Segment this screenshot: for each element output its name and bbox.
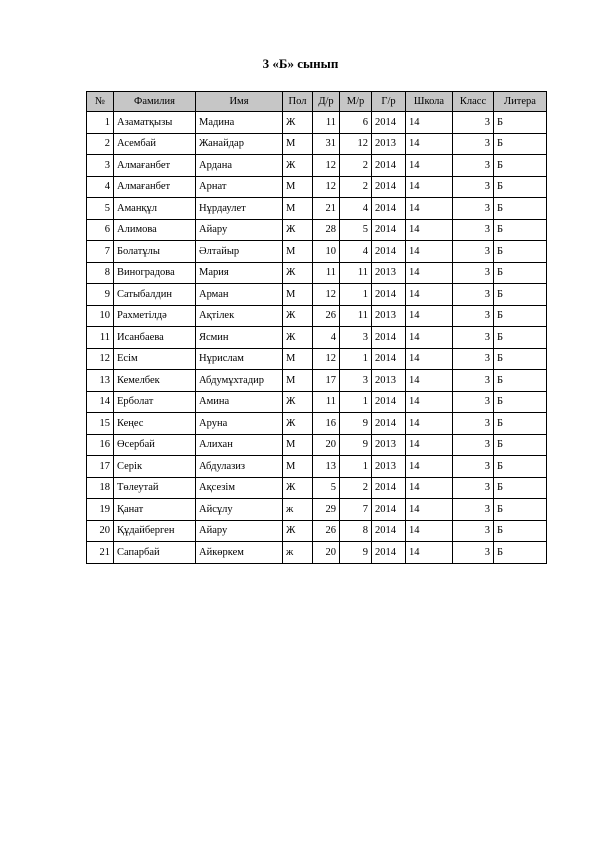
page-title: 3 «Б» сынып (262, 56, 339, 71)
cell-birth-month: 7 (340, 499, 372, 521)
cell-birth-year: 2014 (372, 241, 406, 263)
cell-birth-day: 4 (313, 327, 340, 349)
cell-class: 3 (453, 477, 494, 499)
cell-class: 3 (453, 284, 494, 306)
cell-surname: Исанбаева (114, 327, 196, 349)
cell-school: 14 (406, 520, 453, 542)
cell-name: Айару (196, 219, 283, 241)
cell-birth-day: 13 (313, 456, 340, 478)
cell-letter: Б (494, 542, 547, 564)
cell-birth-month: 12 (340, 133, 372, 155)
cell-letter: Б (494, 262, 547, 284)
cell-birth-month: 4 (340, 198, 372, 220)
cell-birth-month: 9 (340, 434, 372, 456)
cell-birth-year: 2013 (372, 305, 406, 327)
cell-birth-day: 26 (313, 305, 340, 327)
cell-birth-year: 2014 (372, 391, 406, 413)
cell-school: 14 (406, 155, 453, 177)
cell-birth-day: 16 (313, 413, 340, 435)
cell-name: Арнат (196, 176, 283, 198)
cell-birth-year: 2013 (372, 370, 406, 392)
cell-name: Мария (196, 262, 283, 284)
cell-birth-month: 1 (340, 391, 372, 413)
cell-birth-day: 26 (313, 520, 340, 542)
cell-surname: Асембай (114, 133, 196, 155)
cell-birth-month: 8 (340, 520, 372, 542)
cell-school: 14 (406, 499, 453, 521)
cell-letter: Б (494, 413, 547, 435)
cell-birth-month: 2 (340, 155, 372, 177)
cell-number: 6 (87, 219, 114, 241)
cell-birth-year: 2014 (372, 112, 406, 134)
cell-surname: Кеңес (114, 413, 196, 435)
cell-number: 7 (87, 241, 114, 263)
cell-birth-day: 12 (313, 348, 340, 370)
cell-letter: Б (494, 477, 547, 499)
cell-surname: Алимова (114, 219, 196, 241)
cell-class: 3 (453, 176, 494, 198)
cell-school: 14 (406, 370, 453, 392)
cell-birth-year: 2014 (372, 348, 406, 370)
cell-name: Абдумұхтадир (196, 370, 283, 392)
cell-gender: Ж (283, 520, 313, 542)
cell-name: Ақтілек (196, 305, 283, 327)
column-header-gender: Пол (283, 92, 313, 112)
cell-name: Нұрислам (196, 348, 283, 370)
cell-school: 14 (406, 219, 453, 241)
cell-class: 3 (453, 370, 494, 392)
cell-class: 3 (453, 262, 494, 284)
cell-birth-month: 2 (340, 176, 372, 198)
table-row (87, 348, 547, 370)
table-row (87, 327, 547, 349)
cell-gender: ж (283, 542, 313, 564)
column-header-birth-day: Д/р (313, 92, 340, 112)
cell-school: 14 (406, 542, 453, 564)
cell-birth-day: 17 (313, 370, 340, 392)
cell-birth-day: 12 (313, 284, 340, 306)
table-row (87, 284, 547, 306)
cell-gender: М (283, 348, 313, 370)
column-header-school: Школа (406, 92, 453, 112)
cell-birth-year: 2014 (372, 155, 406, 177)
cell-surname: Серік (114, 456, 196, 478)
cell-surname: Аманқұл (114, 198, 196, 220)
cell-birth-day: 11 (313, 262, 340, 284)
cell-number: 17 (87, 456, 114, 478)
cell-school: 14 (406, 112, 453, 134)
cell-surname: Кемелбек (114, 370, 196, 392)
cell-birth-year: 2013 (372, 434, 406, 456)
cell-class: 3 (453, 241, 494, 263)
cell-school: 14 (406, 348, 453, 370)
cell-number: 2 (87, 133, 114, 155)
cell-birth-year: 2014 (372, 284, 406, 306)
cell-number: 20 (87, 520, 114, 542)
table-row (87, 434, 547, 456)
cell-number: 16 (87, 434, 114, 456)
cell-birth-year: 2014 (372, 542, 406, 564)
cell-gender: Ж (283, 327, 313, 349)
table-row (87, 391, 547, 413)
cell-letter: Б (494, 198, 547, 220)
cell-birth-month: 2 (340, 477, 372, 499)
cell-number: 13 (87, 370, 114, 392)
cell-surname: Рахметілдә (114, 305, 196, 327)
cell-name: Айкөркем (196, 542, 283, 564)
cell-class: 3 (453, 327, 494, 349)
cell-gender: М (283, 434, 313, 456)
cell-school: 14 (406, 241, 453, 263)
cell-gender: М (283, 456, 313, 478)
table-row (87, 262, 547, 284)
table-row (87, 112, 547, 134)
cell-gender: Ж (283, 391, 313, 413)
cell-class: 3 (453, 219, 494, 241)
cell-surname: Болатұлы (114, 241, 196, 263)
cell-letter: Б (494, 391, 547, 413)
cell-number: 5 (87, 198, 114, 220)
cell-surname: Сапарбай (114, 542, 196, 564)
cell-surname: Өсербай (114, 434, 196, 456)
cell-letter: Б (494, 456, 547, 478)
cell-birth-day: 31 (313, 133, 340, 155)
cell-birth-year: 2013 (372, 262, 406, 284)
table-row (87, 305, 547, 327)
cell-name: Ардана (196, 155, 283, 177)
cell-name: Айсұлу (196, 499, 283, 521)
cell-surname: Құдайберген (114, 520, 196, 542)
cell-birth-year: 2014 (372, 327, 406, 349)
table-row (87, 133, 547, 155)
cell-birth-month: 3 (340, 370, 372, 392)
cell-letter: Б (494, 434, 547, 456)
cell-class: 3 (453, 391, 494, 413)
cell-birth-year: 2014 (372, 499, 406, 521)
cell-surname: Есім (114, 348, 196, 370)
cell-gender: Ж (283, 112, 313, 134)
cell-school: 14 (406, 262, 453, 284)
cell-number: 4 (87, 176, 114, 198)
cell-school: 14 (406, 413, 453, 435)
cell-gender: М (283, 370, 313, 392)
cell-birth-year: 2014 (372, 413, 406, 435)
cell-gender: Ж (283, 305, 313, 327)
cell-class: 3 (453, 456, 494, 478)
cell-surname: Азаматқызы (114, 112, 196, 134)
table-row (87, 413, 547, 435)
cell-letter: Б (494, 370, 547, 392)
cell-birth-year: 2013 (372, 456, 406, 478)
cell-name: Абдулазиз (196, 456, 283, 478)
cell-birth-month: 3 (340, 327, 372, 349)
cell-birth-day: 11 (313, 391, 340, 413)
cell-birth-day: 20 (313, 434, 340, 456)
cell-letter: Б (494, 112, 547, 134)
table-header-row (87, 92, 547, 112)
cell-letter: Б (494, 219, 547, 241)
cell-number: 12 (87, 348, 114, 370)
cell-surname: Төлеутай (114, 477, 196, 499)
cell-birth-day: 12 (313, 176, 340, 198)
cell-school: 14 (406, 305, 453, 327)
cell-birth-month: 4 (340, 241, 372, 263)
cell-birth-year: 2013 (372, 133, 406, 155)
cell-class: 3 (453, 155, 494, 177)
cell-letter: Б (494, 155, 547, 177)
column-header-surname: Фамилия (114, 92, 196, 112)
cell-number: 14 (87, 391, 114, 413)
cell-letter: Б (494, 348, 547, 370)
cell-school: 14 (406, 198, 453, 220)
cell-name: Нұрдаулет (196, 198, 283, 220)
cell-surname: Сатыбалдин (114, 284, 196, 306)
cell-gender: М (283, 133, 313, 155)
cell-school: 14 (406, 327, 453, 349)
student-table (86, 91, 547, 564)
cell-name: Ясмин (196, 327, 283, 349)
cell-number: 3 (87, 155, 114, 177)
cell-letter: Б (494, 520, 547, 542)
cell-birth-year: 2014 (372, 198, 406, 220)
cell-birth-day: 20 (313, 542, 340, 564)
cell-birth-month: 9 (340, 542, 372, 564)
table-row (87, 520, 547, 542)
cell-surname: Қанат (114, 499, 196, 521)
cell-school: 14 (406, 176, 453, 198)
cell-letter: Б (494, 241, 547, 263)
cell-number: 15 (87, 413, 114, 435)
table-row (87, 456, 547, 478)
column-header-number: № (87, 92, 114, 112)
cell-letter: Б (494, 499, 547, 521)
table-row (87, 176, 547, 198)
cell-birth-day: 12 (313, 155, 340, 177)
cell-name: Аруна (196, 413, 283, 435)
table-row (87, 477, 547, 499)
table-row (87, 155, 547, 177)
cell-gender: ж (283, 499, 313, 521)
cell-class: 3 (453, 499, 494, 521)
cell-class: 3 (453, 112, 494, 134)
cell-gender: Ж (283, 262, 313, 284)
table-row (87, 370, 547, 392)
column-header-birth-month: М/р (340, 92, 372, 112)
column-header-letter: Литера (494, 92, 547, 112)
cell-surname: Виноградова (114, 262, 196, 284)
cell-class: 3 (453, 348, 494, 370)
cell-name: Амина (196, 391, 283, 413)
cell-gender: Ж (283, 219, 313, 241)
cell-name: Алихан (196, 434, 283, 456)
cell-letter: Б (494, 327, 547, 349)
cell-number: 18 (87, 477, 114, 499)
cell-birth-month: 1 (340, 284, 372, 306)
column-header-name: Имя (196, 92, 283, 112)
cell-gender: М (283, 241, 313, 263)
cell-letter: Б (494, 284, 547, 306)
cell-school: 14 (406, 133, 453, 155)
cell-birth-year: 2014 (372, 219, 406, 241)
cell-number: 9 (87, 284, 114, 306)
table-row (87, 499, 547, 521)
cell-birth-year: 2014 (372, 520, 406, 542)
cell-class: 3 (453, 305, 494, 327)
cell-school: 14 (406, 284, 453, 306)
cell-class: 3 (453, 520, 494, 542)
cell-gender: Ж (283, 413, 313, 435)
cell-birth-month: 1 (340, 348, 372, 370)
cell-surname: Алмағанбет (114, 176, 196, 198)
cell-birth-day: 5 (313, 477, 340, 499)
cell-letter: Б (494, 133, 547, 155)
cell-number: 11 (87, 327, 114, 349)
column-header-class: Класс (453, 92, 494, 112)
cell-name: Әлтайыр (196, 241, 283, 263)
table-row (87, 198, 547, 220)
table-row (87, 241, 547, 263)
cell-class: 3 (453, 413, 494, 435)
cell-letter: Б (494, 305, 547, 327)
cell-gender: М (283, 176, 313, 198)
cell-birth-day: 28 (313, 219, 340, 241)
cell-number: 10 (87, 305, 114, 327)
cell-class: 3 (453, 542, 494, 564)
cell-number: 8 (87, 262, 114, 284)
cell-letter: Б (494, 176, 547, 198)
table-row (87, 542, 547, 564)
cell-school: 14 (406, 477, 453, 499)
cell-school: 14 (406, 391, 453, 413)
cell-birth-day: 21 (313, 198, 340, 220)
cell-birth-month: 6 (340, 112, 372, 134)
cell-class: 3 (453, 434, 494, 456)
cell-number: 1 (87, 112, 114, 134)
cell-birth-month: 5 (340, 219, 372, 241)
cell-name: Жанайдар (196, 133, 283, 155)
cell-birth-month: 9 (340, 413, 372, 435)
cell-class: 3 (453, 198, 494, 220)
cell-birth-month: 1 (340, 456, 372, 478)
cell-surname: Ерболат (114, 391, 196, 413)
cell-number: 21 (87, 542, 114, 564)
cell-birth-day: 10 (313, 241, 340, 263)
cell-school: 14 (406, 434, 453, 456)
cell-gender: М (283, 284, 313, 306)
cell-school: 14 (406, 456, 453, 478)
cell-birth-year: 2014 (372, 477, 406, 499)
cell-name: Ақсезім (196, 477, 283, 499)
cell-gender: Ж (283, 477, 313, 499)
column-header-birth-year: Г/р (372, 92, 406, 112)
cell-gender: Ж (283, 155, 313, 177)
cell-name: Арман (196, 284, 283, 306)
cell-birth-month: 11 (340, 262, 372, 284)
cell-birth-day: 29 (313, 499, 340, 521)
cell-class: 3 (453, 133, 494, 155)
cell-birth-year: 2014 (372, 176, 406, 198)
cell-number: 19 (87, 499, 114, 521)
cell-name: Мадина (196, 112, 283, 134)
cell-gender: М (283, 198, 313, 220)
table-row (87, 219, 547, 241)
cell-surname: Алмағанбет (114, 155, 196, 177)
cell-birth-month: 11 (340, 305, 372, 327)
cell-birth-day: 11 (313, 112, 340, 134)
cell-name: Айару (196, 520, 283, 542)
